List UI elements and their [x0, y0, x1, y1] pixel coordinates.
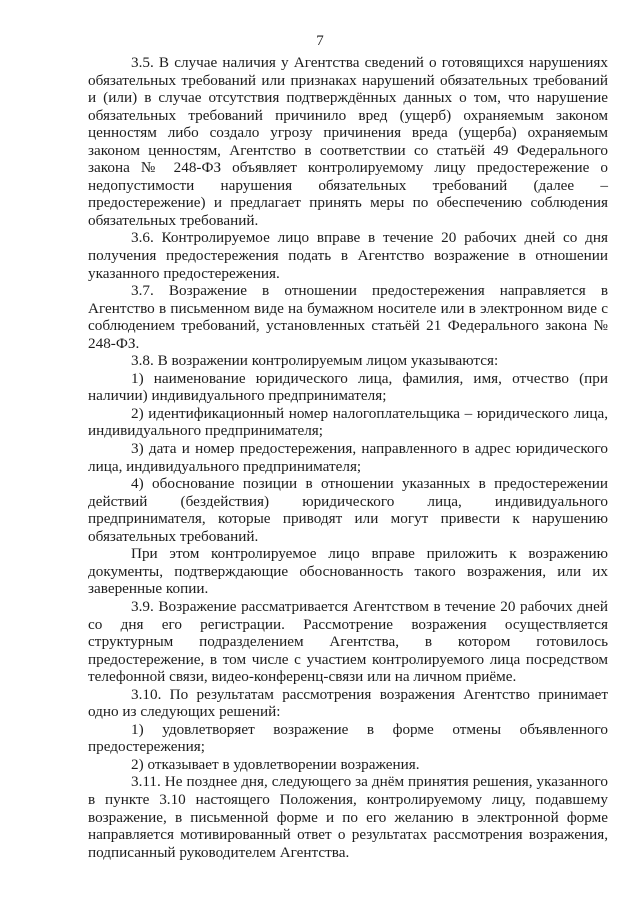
paragraph-3-10: 3.10. По результатам рассмотрения возражения Агентство принимает одно из следующих решений: [88, 685, 608, 721]
list-item-3-8-4: 4) обоснование позиции в отношении указанных в предостережении действий (бездействия) юридического лица, индивидуального предпринимателя, которые приводят или могут привести к нарушению обязательных требований. [88, 475, 608, 545]
paragraph-3-8: 3.8. В возражении контролируемым лицом указываются: [131, 352, 499, 370]
page-number: 7 [316, 33, 324, 49]
paragraph-3-7: 3.7. Возражение в отношении предостережения направляется в Агентство в письменном виде на бумажном носителе или в электронном виде с соблюдением требований, установленных статьёй 21 Федерального закона № 248-ФЗ. [88, 282, 608, 352]
list-item-3-8-2: 2) идентификационный номер налогоплательщика – юридического лица, индивидуального предпринимателя; [88, 404, 608, 440]
list-item-3-10-1: 1) удовлетворяет возражение в форме отмены объявленного предостережения; [88, 720, 608, 756]
paragraph-attachments: При этом контролируемое лицо вправе приложить к возражению документы, подтверждающие обоснованность такого возражения, или их заверенные копии. [88, 545, 608, 598]
document-body [88, 54, 608, 861]
list-item-3-8-3: 3) дата и номер предостережения, направленного в адрес юридического лица, индивидуального предпринимателя; [88, 440, 608, 475]
paragraph-3-11: 3.11. Не позднее дня, следующего за днём принятия решения, указанного в пункте 3.10 настоящего Положения, контролируемому лицу, подавшему возражение, в письменной форме и по его желанию в электронной форме направляется мотивированный ответ о результатах рассмотрения возражения, подписанный руководителем Агентства. [88, 773, 608, 861]
paragraph-3-6: 3.6. Контролируемое лицо вправе в течение 20 рабочих дней со дня получения предостережения подать в Агентство возражение в отношении указанного предостережения. [88, 229, 608, 282]
list-item-3-8-1: 1) наименование юридического лица, фамилия, имя, отчество (при наличии) индивидуального предпринимателя; [88, 369, 608, 405]
paragraph-3-5: 3.5. В случае наличия у Агентства сведений о готовящихся нарушениях обязательных требований или признаках нарушений обязательных требований и (или) в случае отсутствия подтверждённых данных о том, что нарушение обязательных требований причинило вред (ущерб) охраняемым законом ценностям либо создало угрозу причинения вреда (ущерба) охраняемым законом ценностям, Агентство в соответствии со статьёй 49 Федерального закона № 248-ФЗ объявляет контролируемому лицу предостережение о недопустимости нарушения обязательных требований (далее – предостережение) и предлагает принять меры по обеспечению соблюдения обязательных требований. [88, 54, 608, 229]
paragraph-3-9: 3.9. Возражение рассматривается Агентством в течение 20 рабочих дней со дня его регистрации. Рассмотрение возражения осуществляется структурным подразделением Агентства, в котором готовилось предостережение, в том числе с участием контролируемого лица посредством телефонной связи, видео-конференц-связи или на личном приёме. [88, 597, 608, 686]
list-item-3-10-2: 2) отказывает в удовлетворении возражения. [131, 755, 420, 773]
